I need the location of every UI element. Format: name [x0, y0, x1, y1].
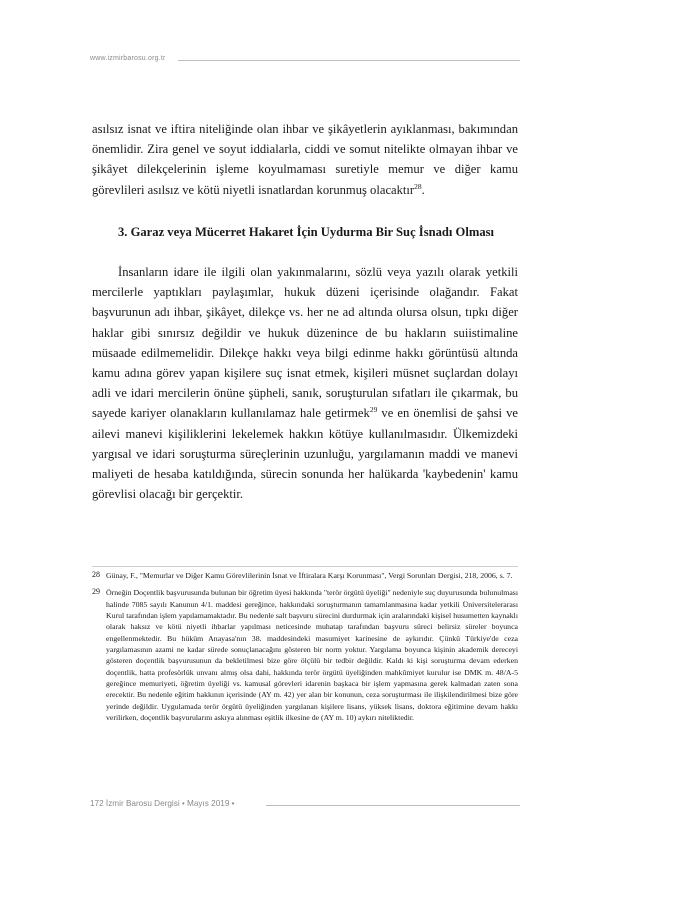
paragraph-1-end: . [421, 182, 425, 197]
footnote-separator [92, 566, 518, 567]
footnote-ref-28[interactable]: 28 [414, 181, 422, 191]
spacer [92, 242, 518, 262]
footnotes [92, 570, 518, 723]
footnote-29 [92, 587, 518, 723]
footnote-ref-29[interactable]: 29 [369, 405, 378, 415]
paragraph-1 [92, 119, 518, 200]
running-header [90, 55, 520, 67]
running-footer [90, 799, 520, 811]
footer-page-info: 172 İzmir Barosu Dergisi • Mayıs 2019 • [90, 799, 235, 808]
paragraph-2-text-a: İnsanların idare ile ilgili olan yakınmalarını, sözlü veya yazılı olarak yetkili mercilerle yaptıkları paylaşımlar, hukuk düzeni içerisinde olağandır. Fakat başvurunun adı ihbar, şikâyet, dilekçe vs. her ne ad altında olursa olsun, tıpkı diğer haklar gibi sınırsız değildir ve hukuk düzenince de bu hakların suiistimaline müsaade edilmemelidir. Dilekçe hakkı veya bilgi edinme hakkı görüntüsü altında kamu adına görev yapan kişilere suç isnat etmek, kişileri müsnet suçlardan dolayı adli ve idari mercilerin önüne şüpheli, sanık, soruşturulan sıfatları ile çıkarmak, bu sayede kariyer olanakların kullanılamaz hale getirmek [92, 265, 518, 421]
header-rule [178, 60, 520, 61]
paragraph-2-text-b: ve en önemlisi de şahsi ve ailevi manevi kişiliklerini lekelemek hakkın kötüye kullanılmasıdır. Ülkemizdeki yargısal ve idari soruşturma süreçlerinin uzunluğu, yargılamanın maddi ve manevi maliyeti de hesaba katıldığında, sürecin sonunda her halükarda 'kaybedenin' kamu görevlisi olacağı bir gerçektir. [92, 406, 518, 502]
spacer [92, 200, 518, 222]
footer-rule [266, 805, 520, 806]
section-heading: 3. Garaz veya Mücerret Hakaret İçin Uydurma Bir Suç İsnadı Olması [118, 224, 495, 239]
header-url-link[interactable]: www.izmirbarosu.org.tr [90, 55, 166, 62]
body-text [92, 119, 518, 504]
footnote-number: 28 [92, 570, 100, 579]
footnote-text: Günay, F., "Memurlar ve Diğer Kamu Görevlilerinin İsnat ve İftiralara Karşı Korunması", Vergi Sorunları Dergisi, 218, 2006, s. 7. [106, 571, 513, 580]
footnote-text: Örneğin Doçentlik başvurusunda bulunan bir öğretim üyesi hakkında "terör örgütü üyeliği" nedeniyle suç duyurusunda bulunulması halinde 7085 sayılı Kanunun 4/1. maddesi gereğince, hakkındaki soruşturmanın tamamlanmasına kadar yetkili Üniversitelerarası Kurul tarafından işlem yapılamamaktadır. Bu nedenle salt başvuru sürecini durdurmak için aralarındaki kişisel husumetten kaynaklı olarak haksız ve kötü niyetli ihbarlar yapılması neticesinde muhatap tarafından başvuru süreci belirsiz süreler boyunca engellenmektedir. Bu hüküm Anayasa'nın 38. maddesindeki masumiyet karinesine de aykırıdır. Çünkü Türkiye'de ceza yargılamasının azami ne kadar sürede sonuçlanacağını gösteren bir norm yoktur. Yargılama boyunca kişinin akademik dereceyi gösteren doçentlik başvurusunun da bekletilmesi bize göre ölçülü bir tedbir değildir. Kaldı ki kişi soruşturma devam ederken doçentlik, hatta profesörlük unvanı almış olsa dahi, hakkında terör örgütü üyeliğinden mahkûmiyet kurulur ise DMK m. 48/A-5 gereğince memuriyeti, öğretim üyeliği vs. kamusal görevleri idarenin başkaca bir işlem yapmasına gerek kalmadan zaten sona erecektir. Bu nedenle eğitim hakkının içerisinde (AY m. 42) yer alan bir konunun, ceza soruşturması ile ilişkilendirilmesi bize göre yerinde değildir. Uygulamada terör örgütü üyeliğinden yargılanan kişilere lisans, yüksek lisans, doktora eğitimine devam hakkı verilirken, doçentlik başvurularını askıya alınması eşitlik ilkesine de (AY m. 10) aykırı niteliktedir. [106, 588, 519, 723]
paragraph-1-text: asılsız isnat ve iftira niteliğinde olan ihbar ve şikâyetlerin ayıklanması, bakımından önemlidir. Zira genel ve soyut iddialarla, ciddi ve somut nitelikte olmayan ihbar ve şikâyet dilekçelerinin işleme koyulmaması suretiyle memur ve diğer kamu görevlileri asılsız ve kötü niyetli isnatlardan korunmuş olacaktır [92, 122, 518, 197]
paragraph-2 [92, 262, 518, 504]
footnote-28 [92, 570, 518, 581]
footnote-number: 29 [92, 587, 100, 597]
